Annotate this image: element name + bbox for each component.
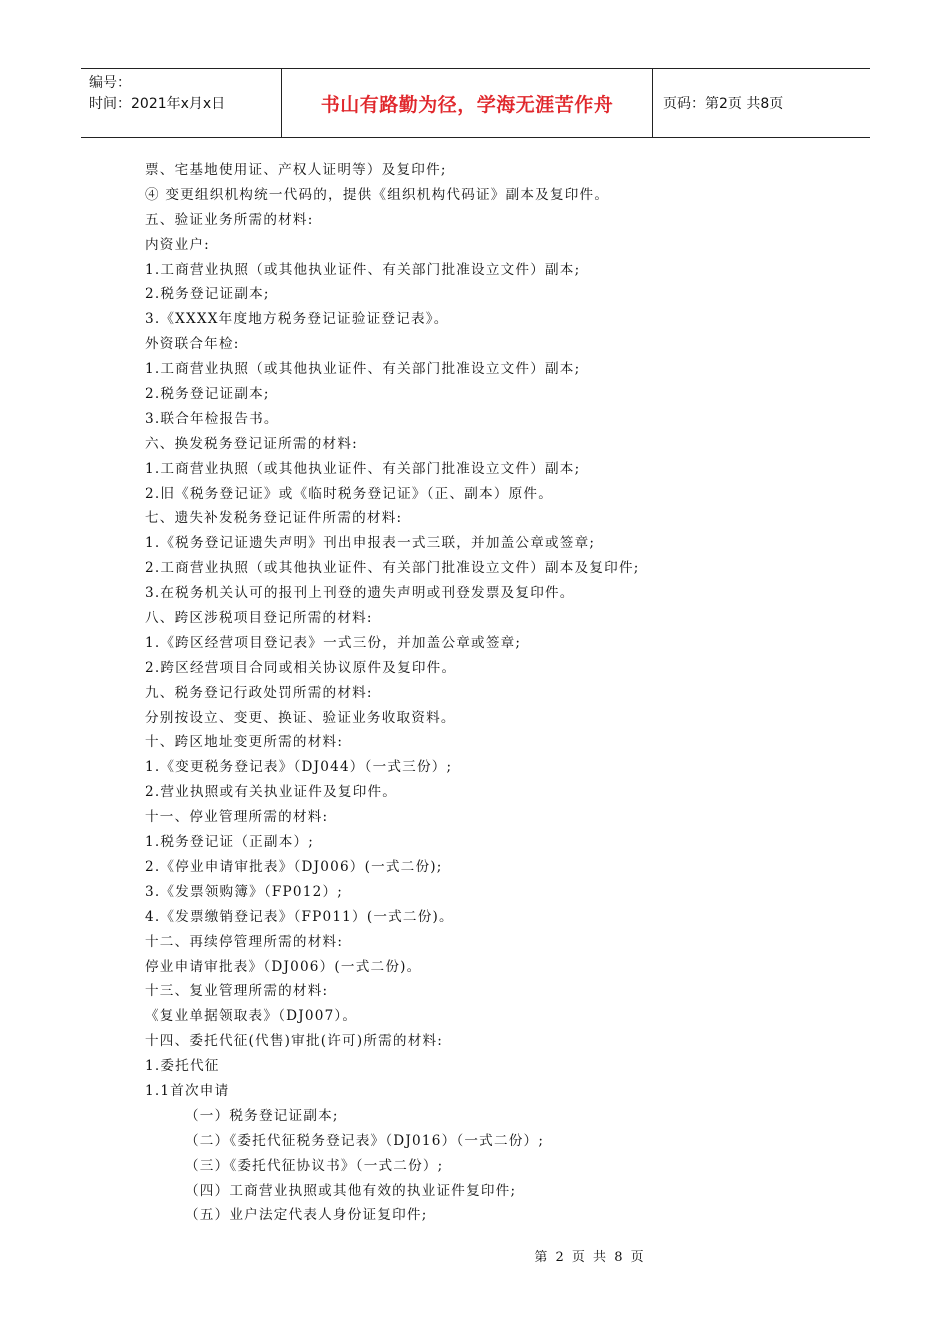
- header-meta: [81, 69, 282, 137]
- body-line: 2.工商营业执照（或其他执业证件、有关部门批准设立文件）副本及复印件;: [145, 560, 640, 577]
- document-number-label: 编号：: [89, 75, 131, 91]
- body-line: 八、跨区涉税项目登记所需的材料:: [145, 610, 373, 627]
- body-line: 1.委托代征: [145, 1058, 220, 1075]
- body-line: 六、换发税务登记证所需的材料:: [145, 435, 358, 452]
- body-line: 2.《停业申请审批表》（DJ006）(一式二份);: [145, 858, 443, 875]
- body-line: 3.在税务机关认可的报刊上刊登的遗失声明或刊登发票及复印件。: [145, 585, 575, 602]
- indented-line: （五）业户法定代表人身份证复印件;: [185, 1207, 428, 1224]
- indented-line: （四）工商营业执照或其他有效的执业证件复印件;: [185, 1182, 517, 1199]
- body-line: 九、税务登记行政处罚所需的材料:: [145, 684, 373, 701]
- body-line: 内资业户:: [145, 236, 210, 253]
- indented-line: （二）《委托代征税务登记表》（DJ016）（一式二份）;: [185, 1132, 545, 1149]
- indented-lines: [145, 1104, 845, 1228]
- body-line: 1.税务登记证（正副本）;: [145, 834, 315, 851]
- body-line: 2.税务登记证副本;: [145, 286, 270, 303]
- body-line: 1.《税务登记证遗失声明》刊出申报表一式三联，并加盖公章或签章;: [145, 535, 596, 552]
- body-line: 1.《变更税务登记表》（DJ044）（一式三份）;: [145, 759, 453, 776]
- body-line: 2.营业执照或有关执业证件及复印件。: [145, 784, 398, 801]
- body-line: 十、跨区地址变更所需的材料:: [145, 734, 344, 751]
- body-line: 五、验证业务所需的材料:: [145, 211, 314, 228]
- body-line: 2.税务登记证副本;: [145, 386, 270, 403]
- body-line: 七、遗失补发税务登记证件所需的材料:: [145, 510, 403, 527]
- body-line: 停业申请审批表》（DJ006）(一式二份)。: [145, 958, 422, 975]
- body-line: 1.工商营业执照（或其他执业证件、有关部门批准设立文件）副本;: [145, 261, 581, 278]
- body-line: 外资联合年检:: [145, 336, 240, 353]
- body-line: 3.联合年检报告书。: [145, 410, 279, 427]
- indented-line: （一）税务登记证副本;: [185, 1107, 339, 1124]
- body-line: 分别按设立、变更、换证、验证业务收取资料。: [145, 709, 456, 726]
- body-line: ④ 变更组织机构统一代码的，提供《组织机构代码证》副本及复印件。: [145, 186, 610, 203]
- body-line: 十四、委托代征(代售)审批(许可)所需的材料:: [145, 1033, 444, 1050]
- body-line: 2.旧《税务登记证》或《临时税务登记证》（正、副本）原件。: [145, 485, 553, 502]
- body-lines: [145, 158, 845, 1104]
- body-line: 4.《发票缴销登记表》（FP011）(一式二份)。: [145, 908, 454, 925]
- document-date: 时间：2021年x月x日: [89, 96, 226, 112]
- body-line: 1.工商营业执照（或其他执业证件、有关部门批准设立文件）副本;: [145, 361, 581, 378]
- page-footer: 第 2 页 共 8 页: [534, 1250, 646, 1265]
- body-line: 《复业单据领取表》（DJ007）。: [145, 1008, 358, 1025]
- body-line: 1.《跨区经营项目登记表》一式三份，并加盖公章或签章;: [145, 634, 522, 651]
- body-line: 1.1首次申请: [145, 1082, 230, 1099]
- page-header: [81, 68, 870, 138]
- body-line: 十二、再续停管理所需的材料:: [145, 933, 344, 950]
- body-line: 3.《XXXX年度地方税务登记证验证登记表》。: [145, 311, 449, 328]
- body-line: 2.跨区经营项目合同或相关协议原件及复印件。: [145, 659, 457, 676]
- body-line: 票、宅基地使用证、产权人证明等）及复印件;: [145, 162, 447, 178]
- body-line: 3.《发票领购簿》（FP012）;: [145, 883, 344, 900]
- body-line: 十三、复业管理所需的材料:: [145, 983, 329, 1000]
- body-line: 十一、停业管理所需的材料:: [145, 809, 329, 826]
- header-motto: 书山有路勤为径，学海无涯苦作舟: [282, 69, 653, 137]
- body-line: 1.工商营业执照（或其他执业证件、有关部门批准设立文件）副本;: [145, 460, 581, 477]
- indented-line: （三）《委托代征协议书》（一式二份）;: [185, 1157, 444, 1174]
- header-page-info: 页码：第2页 共8页: [663, 96, 784, 112]
- document-body: [145, 158, 845, 1228]
